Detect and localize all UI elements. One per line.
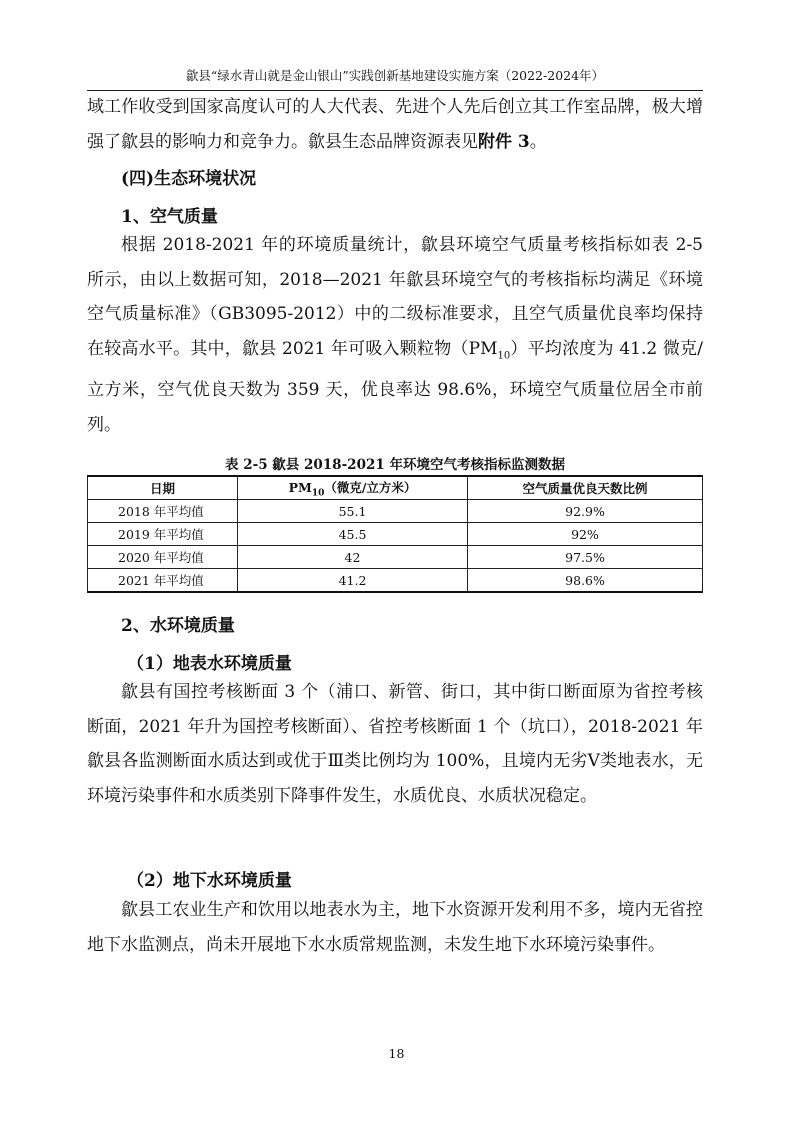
cell-pm10: 42 [238, 546, 468, 569]
page-number: 18 [388, 1046, 405, 1061]
cell-date: 2021 年平均值 [88, 569, 238, 593]
table-header-row [88, 476, 703, 500]
appendix-reference: 附件 3 [478, 131, 530, 152]
air-quality-heading: 1、空气质量 [121, 207, 218, 227]
intro-text: 域工作收受到国家高度认可的人大代表、先进个人先后创立其工作室品牌，极大增强了歙县的影响力和竞争力。歙县生态品牌资源表见 [87, 97, 703, 152]
cell-ratio: 98.6% [468, 569, 703, 593]
cell-ratio: 92.9% [468, 500, 703, 523]
air-quality-paragraph [87, 228, 703, 442]
groundwater-paragraph: 歙县工农业生产和饮用以地表水为主，地下水资源开发利用不多，境内无省控地下水监测点，尚未开展地下水水质常规监测，未发生地下水环境污染事件。 [87, 900, 703, 955]
table-caption: 表 2-5 歙县 2018-2021 年环境空气考核指标监测数据 [225, 457, 565, 473]
surface-water-paragraph: 歙县有国控考核断面 3 个（浦口、新管、街口，其中街口断面原为省控考核断面，2021 年升为国控考核断面）、省控考核断面 1 个（坑口），2018-2021 年歙县各监测断面水质达到或优于Ⅲ类比例均为 100%，且境内无劣Ⅴ类地表水，无环境污染事件和水质类别下降事件发生，水质优良、水质状况稳定。 [87, 682, 703, 806]
cell-ratio: 97.5% [468, 546, 703, 569]
water-quality-heading: 2、水环境质量 [121, 616, 235, 636]
section-heading: (四)生态环境状况 [121, 169, 257, 189]
page-header: 歙县“绿水青山就是金山银山”实践创新基地建设实施方案（2022-2024年） [87, 66, 703, 91]
cell-pm10: 55.1 [238, 500, 468, 523]
surface-water-heading: （1）地表水环境质量 [127, 654, 292, 674]
air-para-text-1: 根据 2018-2021 年的环境质量统计，歙县环境空气质量考核指标如表 2-5 所示，由以上数据可知，2018—2021 年歙县环境空气的考核指标均满足《环境空气质量标准》（GB3095-2012）中的二级标准要求，且空气质量优良率均保持在较高水平。其中，歙县 2021 年可吸入颗粒物（PM [87, 235, 703, 359]
intro-paragraph [87, 90, 703, 159]
groundwater-heading: （2）地下水环境质量 [127, 871, 292, 891]
header-pm10: $PM_{10}$（微克/立方米） [238, 476, 468, 500]
cell-pm10: 45.5 [238, 523, 468, 546]
air-para-text-2: ）平均浓度为 41.2 微克/立方米，空气优良天数为 359 天，优良率达 98.6%，环境空气质量位居全市前列。 [87, 338, 703, 435]
pm-subscript: 10 [497, 349, 511, 361]
intro-end: 。 [529, 131, 547, 152]
table-row [88, 569, 703, 593]
table-row [88, 546, 703, 569]
table-row [88, 500, 703, 523]
cell-date: 2019 年平均值 [88, 523, 238, 546]
cell-date: 2018 年平均值 [88, 500, 238, 523]
cell-date: 2020 年平均值 [88, 546, 238, 569]
air-quality-table [87, 475, 703, 593]
cell-pm10: 41.2 [238, 569, 468, 593]
table-row [88, 523, 703, 546]
cell-ratio: 92% [468, 523, 703, 546]
header-date: 日期 [88, 476, 238, 500]
header-ratio: 空气质量优良天数比例 [468, 476, 703, 500]
